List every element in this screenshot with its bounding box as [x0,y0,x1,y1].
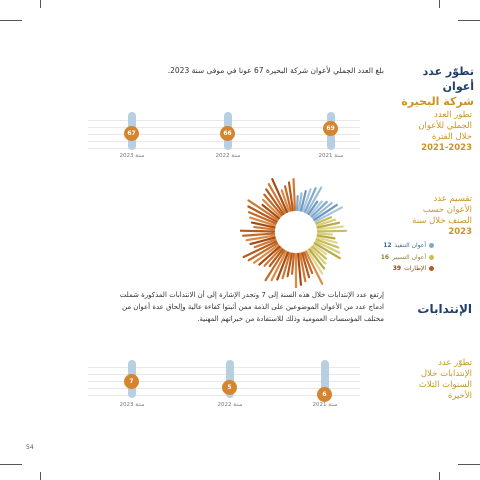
chart3-value: 7 [124,374,139,389]
chart3-xlabel: سنة 2023 [119,402,145,408]
chart1-label-line: الجملي للأعوان [418,121,472,131]
chart1-label-line: خلال الفترة [431,132,472,142]
chart2-label-line: تقسيم عدد [433,194,472,204]
chart1-xlabel: سنة 2023 [119,153,145,159]
chart3-label-line: الأخيرة [447,391,472,401]
legend-value: 12 [383,242,392,249]
legend-item [381,254,434,261]
legend-dot [429,266,434,271]
crop-mark [0,20,22,21]
crop-mark [439,472,440,480]
chart1-label-line: تطور العدد [434,110,472,120]
legend-value: 16 [380,254,390,261]
radial-spoke [240,231,274,232]
crop-mark [439,0,440,8]
crop-mark [0,464,22,465]
crop-mark [458,20,480,21]
paragraph-line: إرتفع عدد الإنتدابات خلال هذه السنة إلى 7 وتجدر الإشارة إلى أن الانتدابات المذكورة شملت [119,291,384,299]
chart1-value: 67 [124,126,139,141]
radial-spoke [297,196,298,210]
chart1-label-years: 2021-2023 [421,143,472,153]
chart1-label [418,110,472,154]
legend-label: أعوان التسيير [392,254,426,261]
chart3-label-line: تطوّر عدد [438,358,472,368]
chart2-label [412,194,472,238]
chart2-label-line: الأعوان حسب [422,205,472,215]
radial-spoke [318,234,332,235]
heading-line-2: شركة البحيرة [401,95,474,108]
chart1-xlabel: سنة 2021 [318,153,344,159]
radial-spoke [318,231,346,232]
chart3-label-line: السنوات الثلاث [418,380,472,390]
intro-text: بلغ العدد الجملي لأعوان شركة البحيرة 67 عونا في موفى سنة 2023. [167,66,384,75]
legend-value: 39 [392,265,402,272]
radial-chart [240,176,352,288]
paragraph-line: ادماج عدد من الأعوان الموضوعين على الذمة ممن أثبتوا كفاءة عالية وإلحاق عدة أعوان من [121,303,384,311]
page-number: 54 [26,444,34,451]
chart3-label [419,358,472,402]
legend-item [393,265,434,272]
chart3-xlabel: سنة 2021 [312,402,338,408]
section-title-recruitment: الإنتدابات [417,302,472,316]
chart3-value: 6 [317,387,332,402]
radial-spoke [294,179,295,210]
crop-mark [40,0,41,8]
chart2-label-line: الصنف خلال سنة [412,216,472,226]
legend-dot [429,243,434,248]
legend-label: الإطارات [404,265,426,272]
legend-item [383,242,434,249]
paragraph-line: مختلف المؤسسات العمومية وذلك للاستفادة من خبراتهم المهنية. [197,315,384,323]
chart3-xlabel: سنة 2022 [217,402,243,408]
page-heading [392,64,474,109]
recruitment-paragraph [90,289,384,325]
chart3-value: 5 [222,380,237,395]
crop-mark [458,464,480,465]
chart2-label-year: 2023 [448,227,472,237]
chart1-value: 69 [323,121,338,136]
chart1-value: 66 [220,126,235,141]
legend-dot [429,255,434,260]
legend-label: أعوان التنفيذ [394,242,426,249]
heading-line-1: تطوّر عدد أعوان [422,65,474,93]
chart3-label-line: الإنتدابات خلال [420,369,472,379]
chart1-xlabel: سنة 2022 [215,153,241,159]
crop-mark [40,472,41,480]
